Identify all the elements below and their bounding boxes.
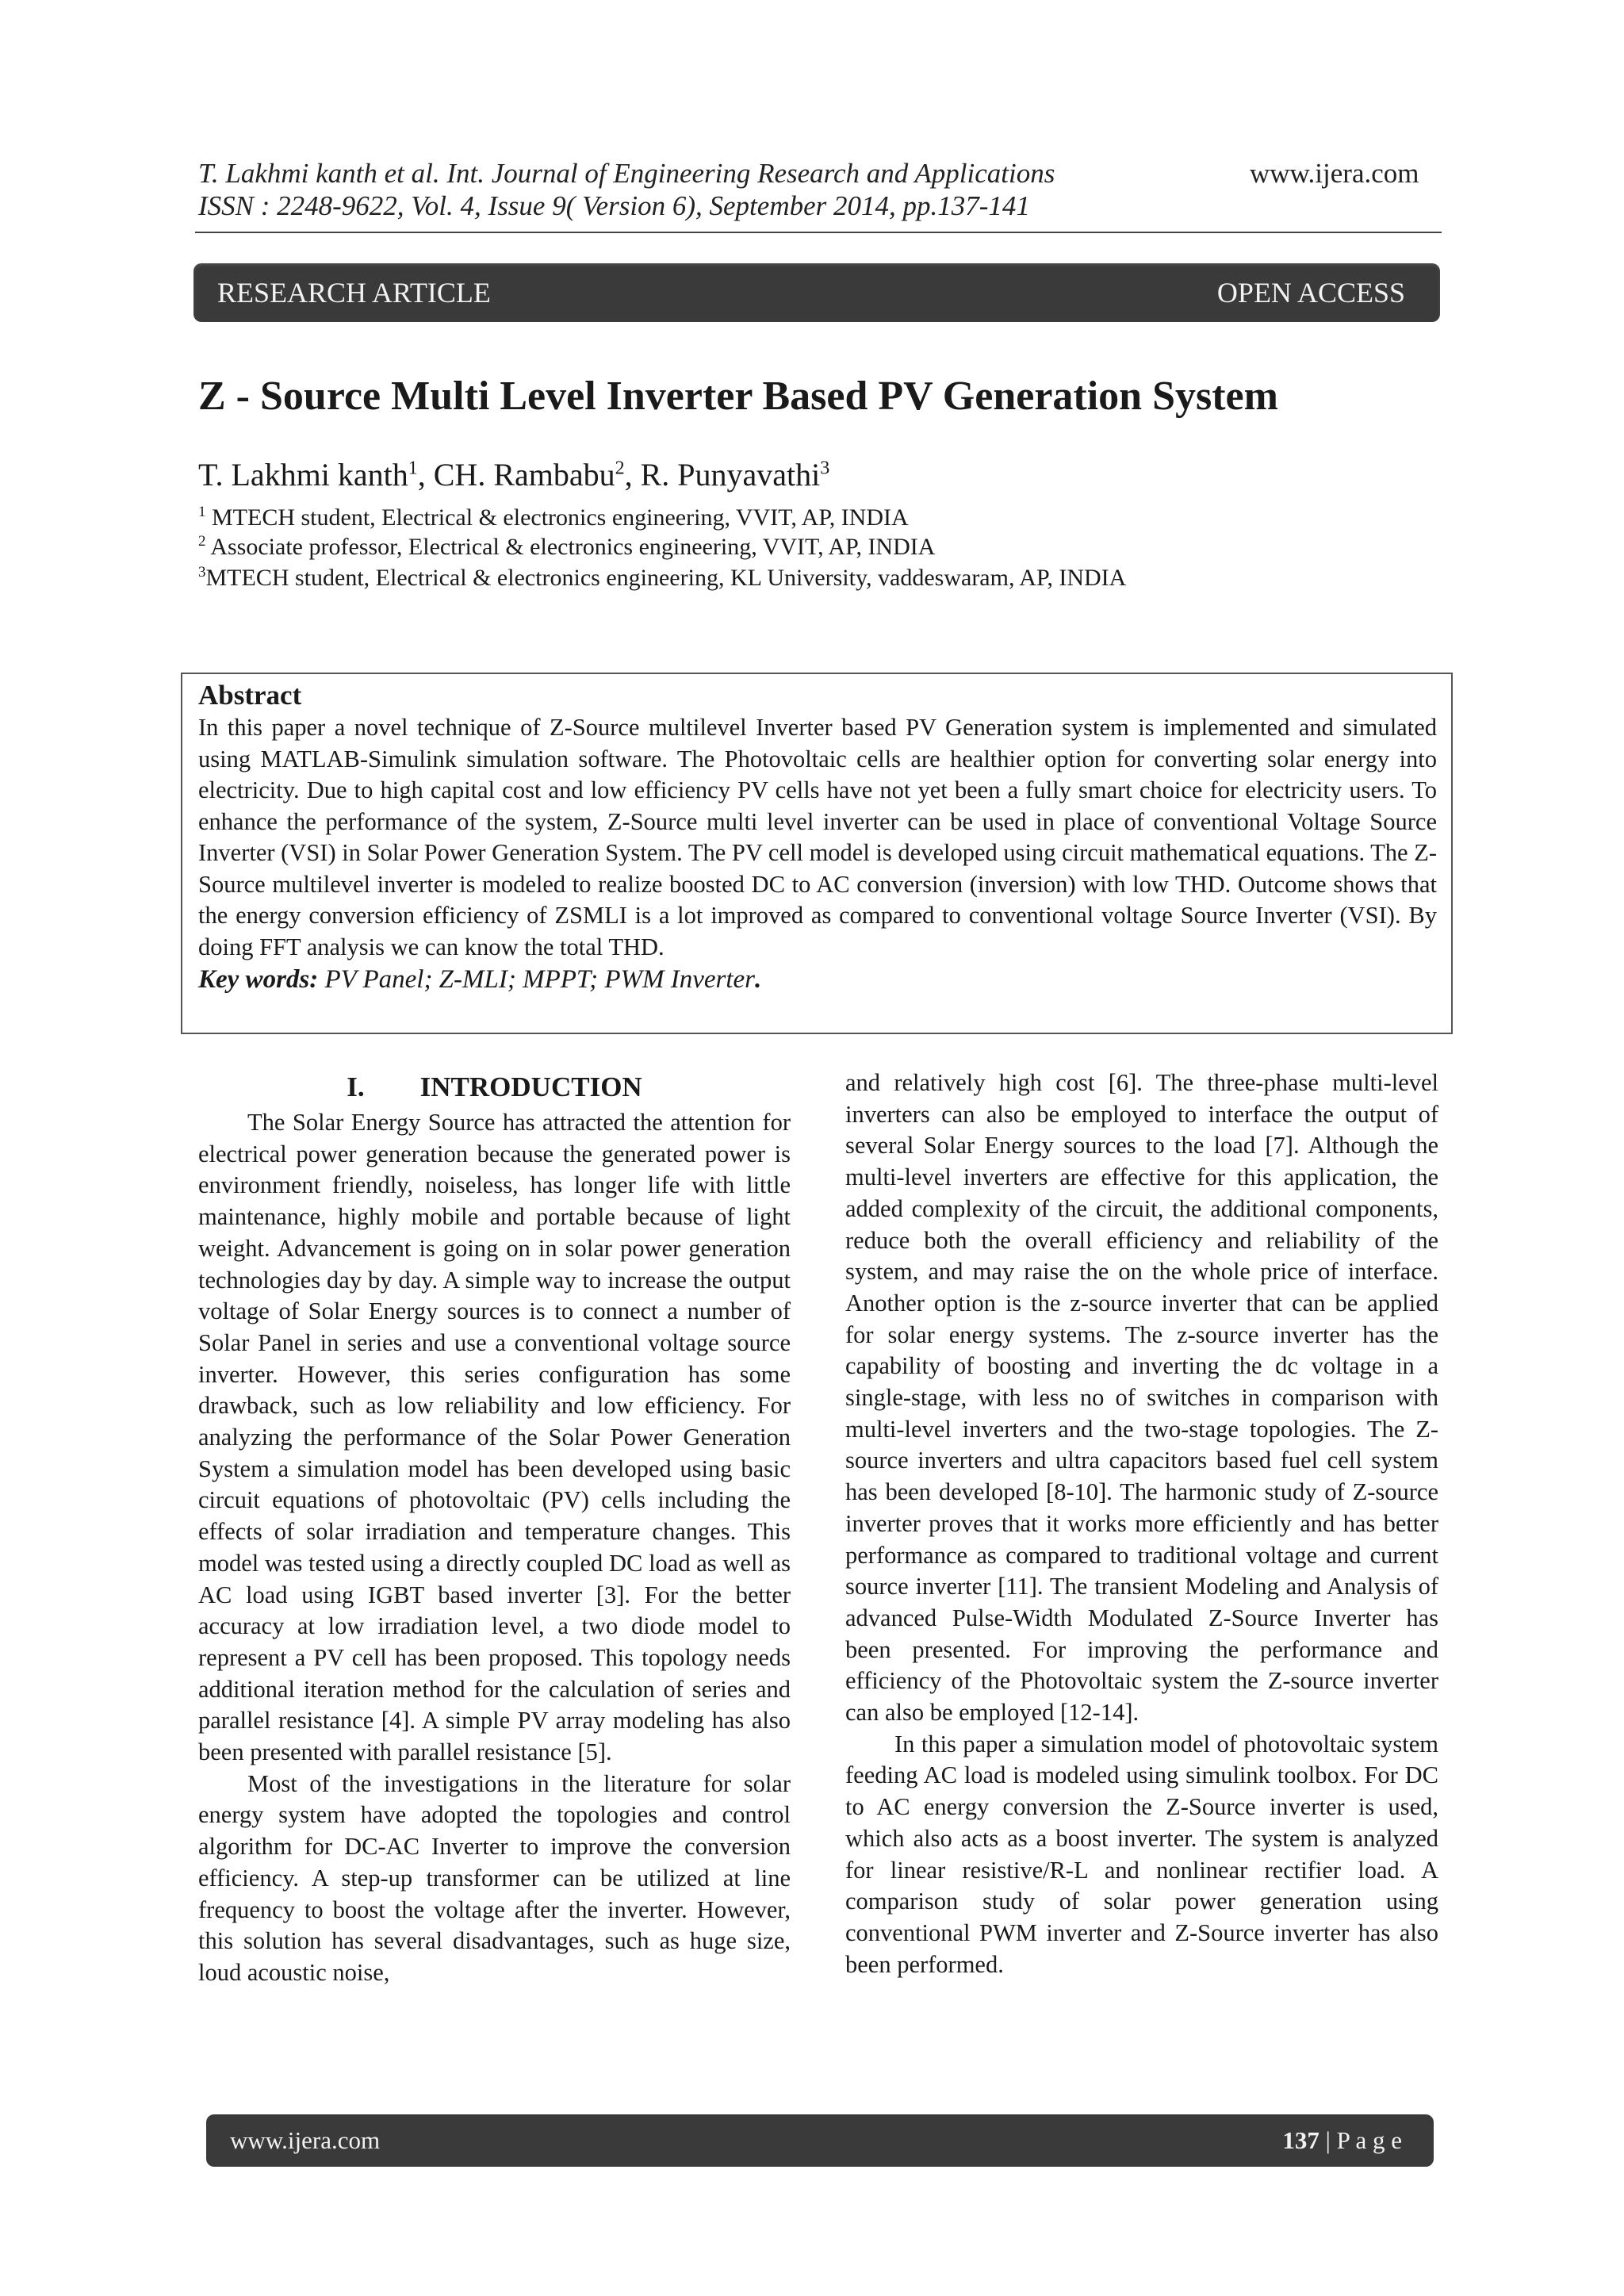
abstract-body: In this paper a novel technique of Z-Source multilevel Inverter based PV Generation system is implemented and simulated using MATLAB-Simulink simulation software. The Photovoltaic cells are healthier option for converting solar energy into electricity. Due to high capital cost and low efficiency PV cells have not yet been a fully smart choice for electricity users. To enhance the performance of the system, Z-Source multi level inverter can be used in place of conventional Voltage Source Inverter (VSI) in Solar Power Generation System. The PV cell model is developed using circuit mathematical equations. The Z-Source multilevel inverter is modeled to realize boosted DC to AC conversion (inversion) with low THD. Outcome shows that the energy conversion efficiency of ZSMLI is a lot improved as compared to conventional voltage Source Inverter (VSI). By doing FFT analysis we can know the total THD.	[198, 714, 1437, 960]
intro-paragraph-4: In this paper a simulation model of photovoltaic system feeding AC load is modeled using simulink toolbox. For DC to AC energy conversion the Z-Source inverter is used, which also acts as a boost inverter. The system is analyzed for linear resistive/R-L and nonlinear rectifier load. A comparison study of solar power generation using conventional PWM inverter and Z-Source inverter has also been performed.	[845, 1730, 1438, 1978]
left-column	[198, 1063, 791, 1989]
intro-paragraph-2: Most of the investigations in the literature for solar energy system have adopted the topologies and control algorithm for DC-AC Inverter to improve the conversion efficiency. A step-up transformer can be utilized at line frequency to boost the voltage after the inverter. However, this solution has several disadvantages, such as huge size, loud acoustic noise,	[198, 1769, 791, 1986]
intro-paragraph-3: and relatively high cost [6]. The three-phase multi-level inverters can also be employed to interface the output of several Solar Energy sources to the load [7]. Although the multi-level inverters are effective for this application, the added complexity of the circuit, the additional components, reduce both the overall efficiency and reliability of the system, and may raise the on the whole price of interface. Another option is the z-source inverter that can be applied for solar energy systems. The z-source inverter has the capability of boosting and inverting the dc voltage in a single-stage, with less no of switches in comparison with multi-level inverters and the two-stage topologies. The Z-source inverters and ultra capacitors based fuel cell system has been developed [8-10]. The harmonic study of Z-source inverter proves that it works more efficiently and has better performance as compared to traditional voltage and current source inverter [11]. The transient Modeling and Analysis of advanced Pulse-Width Modulated Z-Source Inverter has been presented. For improving the performance and efficiency of the Photovoltaic system the Z-source inverter can also be employed [12-14].	[845, 1069, 1438, 1727]
article-type-banner	[193, 263, 1440, 322]
intro-paragraph-1: The Solar Energy Source has attracted the attention for electrical power generation because the generated power is environment friendly, noiseless, has longer life with little maintenance, highly mobile and portable because of light weight. Advancement is going on in solar power generation technologies day by day. A simple way to increase the output voltage of Solar Energy sources is to connect a number of Solar Panel in series and use a conventional voltage source inverter. However, this series configuration has some drawback, such as low reliability and low efficiency. For analyzing the performance of the Solar Power Generation System a simulation model has been developed using basic circuit equations of photovoltaic (PV) cells including the effects of solar irradiation and temperature changes. This model was tested using a directly coupled DC load as well as AC load using IGBT based inverter [3]. For the better accuracy at low irradiation level, a two diode model to represent a PV cell has been proposed. This topology needs additional iteration method for the calculation of series and parallel resistance [4]. A simple PV array modeling has also been presented with parallel resistance [5].	[198, 1109, 791, 1766]
affiliation-3: $^3$MTECH student, Electrical & electronics engineering, KL University, vaddeswaram, AP, INDIA	[198, 564, 1127, 591]
header-rule	[195, 232, 1442, 233]
author-1: T. Lakhmi kanth$^1$,	[198, 457, 434, 493]
header-website-link[interactable]: www.ijera.com	[1250, 158, 1419, 189]
header-citation-line1: T. Lakhmi kanth et al. Int. Journal of Engineering Research and Applications	[198, 158, 1055, 189]
section-title: INTRODUCTION	[419, 1071, 642, 1102]
abstract-box	[181, 673, 1453, 1034]
author-3: R. Punyavathi$^3$	[640, 457, 830, 493]
keywords-line: Key words: PV Panel; Z-MLI; MPPT; PWM Inverter.	[198, 965, 762, 994]
author-list	[198, 455, 829, 495]
page-label: | P a g e	[1319, 2126, 1402, 2154]
abstract-heading: Abstract	[198, 680, 302, 711]
affiliation-1: $^1$ MTECH student, Electrical & electronics engineering, VVIT, AP, INDIA	[198, 504, 909, 531]
header-citation-line2: ISSN : 2248-9622, Vol. 4, Issue 9( Version 6), September 2014, pp.137-141	[198, 190, 1030, 221]
keywords-label: Key words:	[198, 965, 319, 994]
page-number: 137	[1282, 2126, 1320, 2154]
keywords-text: PV Panel; Z-MLI; MPPT; PWM Inverter	[318, 965, 756, 994]
open-access-label: OPEN ACCESS	[1216, 277, 1405, 309]
footer-page-indicator	[1282, 2126, 1402, 2155]
paper-title: Z - Source Multi Level Inverter Based PV Generation System	[198, 374, 1278, 419]
author-2: CH. Rambabu$^2$,	[433, 457, 641, 493]
right-column	[845, 1068, 1438, 1980]
footer-website-link[interactable]: www.ijera.com	[230, 2126, 381, 2154]
research-article-label: RESEARCH ARTICLE	[217, 277, 491, 309]
page-footer	[206, 2114, 1434, 2167]
section-heading-introduction	[198, 1068, 791, 1107]
affiliation-2: $^2$ Associate professor, Electrical & electronics engineering, VVIT, AP, INDIA	[198, 533, 936, 560]
section-number: I.	[347, 1071, 365, 1102]
